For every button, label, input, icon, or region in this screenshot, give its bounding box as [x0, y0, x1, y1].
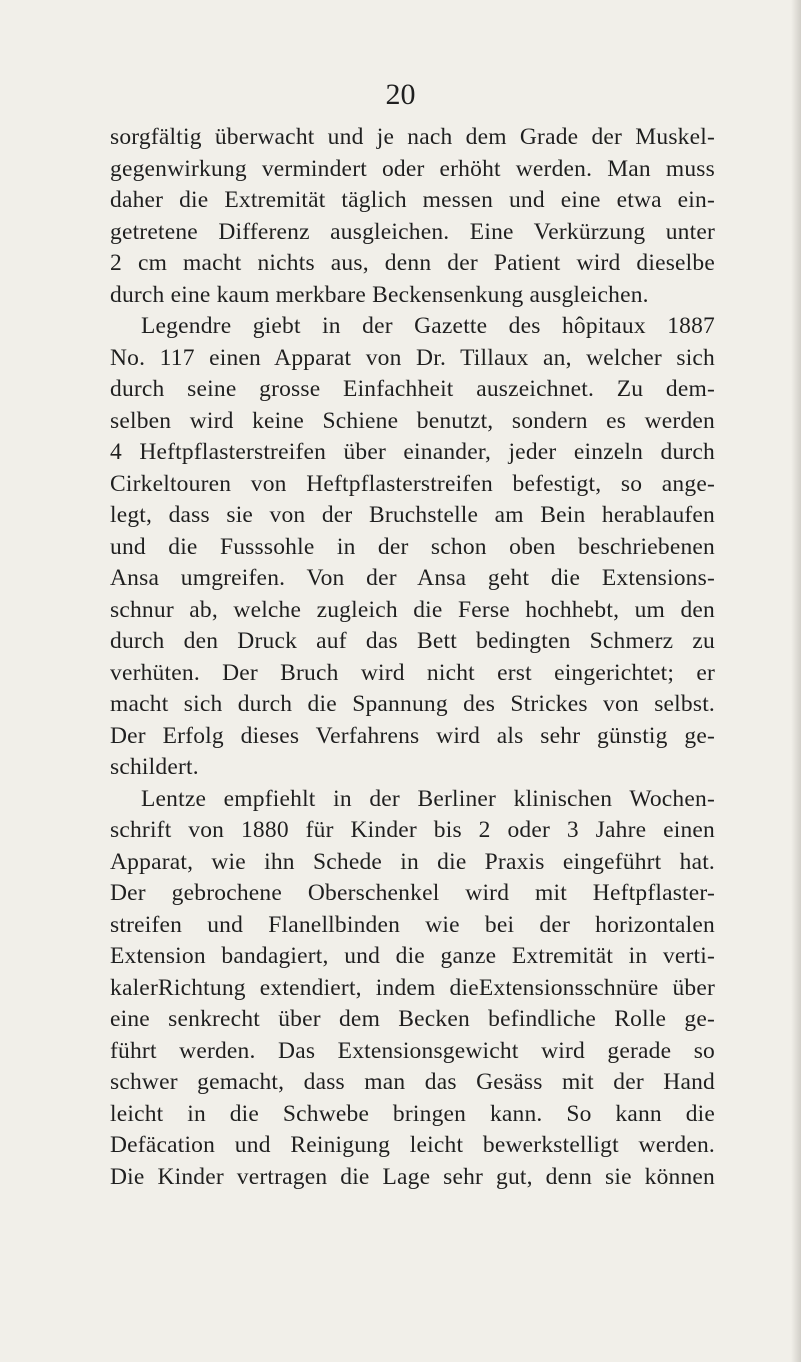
text-line: und die Fusssohle in der schon oben beschriebenen [110, 533, 715, 560]
text-line: Lentze empfiehlt in der Berliner klinischen Wochen- [141, 785, 715, 812]
text-line: gegenwirkung vermindert oder erhöht werden. Man muss [110, 155, 715, 182]
page-edge-shadow [791, 0, 801, 1362]
text-line: Legendre giebt in der Gazette des hôpitaux 1887 [141, 313, 715, 339]
text-line: daher die Extremität täglich messen und eine etwa ein- [110, 187, 715, 213]
text-line: Die Kinder vertragen die Lage sehr gut, denn sie können [110, 1163, 715, 1190]
text-line: getretene Differenz ausgleichen. Eine Verkürzung unter [110, 218, 715, 245]
text-line: macht sich durch die Spannung des Strickes von selbst. [110, 691, 715, 717]
text-line: selben wird keine Schiene benutzt, sondern es werden [110, 407, 715, 434]
text-line: verhüten. Der Bruch wird nicht erst eingerichtet; er [110, 659, 715, 686]
body-text [110, 122, 715, 1193]
text-line: Extension bandagiert, und die ganze Extremität in verti- [110, 943, 715, 969]
page-number: 20 [385, 78, 416, 111]
text-line: führt werden. Das Extensionsgewicht wird gerade so [110, 1037, 715, 1064]
text-line: durch seine grosse Einfachheit auszeichnet. Zu dem- [110, 376, 715, 402]
text-line: Defäcation und Reinigung leicht bewerkstelligt werden. [110, 1132, 715, 1158]
text-line: 2 cm macht nichts aus, denn der Patient wird dieselbe [110, 250, 715, 276]
text-line: schildert. [110, 754, 199, 780]
text-line: kalerRichtung extendiert, indem dieExtensionsschnüre über [110, 974, 715, 1001]
text-line: schnur ab, welche zugleich die Ferse hochhebt, um den [110, 596, 715, 623]
text-line: Der Erfolg dieses Verfahrens wird als sehr günstig ge- [110, 722, 715, 749]
text-line: 4 Heftpflasterstreifen über einander, jeder einzeln durch [110, 439, 715, 465]
text-line: legt, dass sie von der Bruchstelle am Bein herablaufen [110, 502, 715, 528]
text-line: durch den Druck auf das Bett bedingten Schmerz zu [110, 628, 715, 654]
text-line: Ansa umgreifen. Von der Ansa geht die Extensions- [110, 565, 715, 591]
text-line: Cirkeltouren von Heftpflasterstreifen befestigt, so ange- [110, 470, 715, 497]
text-line: durch eine kaum merkbare Beckensenkung ausgleichen. [110, 281, 649, 308]
text-line: schwer gemacht, dass man das Gesäss mit der Hand [110, 1069, 715, 1095]
text-line: No. 117 einen Apparat von Dr. Tillaux an, welcher sich [110, 344, 715, 371]
text-line: eine senkrecht über dem Becken befindliche Rolle ge- [110, 1006, 715, 1032]
text-line: leicht in die Schwebe bringen kann. So kann die [110, 1100, 715, 1127]
text-line: Der gebrochene Oberschenkel wird mit Heftpflaster- [110, 880, 715, 906]
text-line: Apparat, wie ihn Schede in die Praxis eingeführt hat. [110, 848, 715, 875]
text-line: schrift von 1880 für Kinder bis 2 oder 3 Jahre einen [110, 817, 715, 843]
text-line: streifen und Flanellbinden wie bei der horizontalen [110, 911, 715, 938]
text-line: sorgfältig überwacht und je nach dem Grade der Muskel- [110, 124, 715, 150]
